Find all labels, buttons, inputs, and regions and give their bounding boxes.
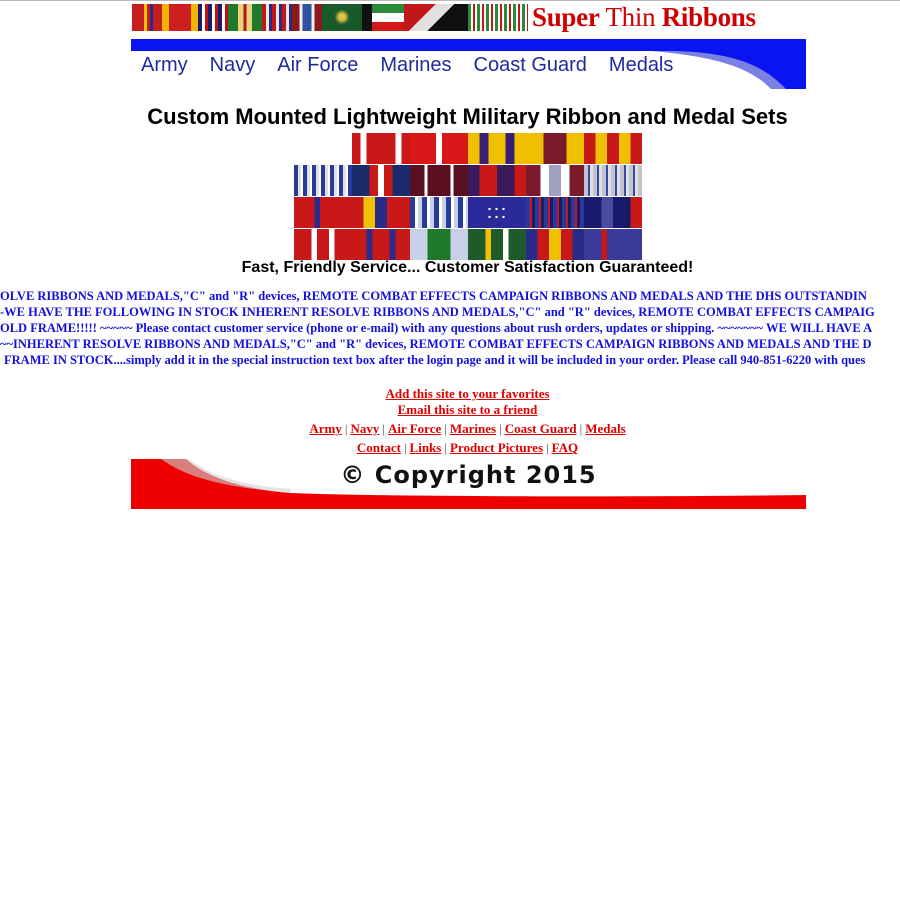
marquee-line: -WE HAVE THE FOLLOWING IN STOCK INHERENT RESOLVE RIBBONS AND MEDALS,"C" and "R" devices, REMOTE COMBAT EFFECTS CAMPAIG <box>0 305 875 319</box>
copyright-text: © Copyright 2015 <box>340 461 597 489</box>
footer-link-links[interactable]: Links <box>409 440 442 455</box>
footer-band <box>131 459 806 509</box>
brand-super: Super <box>532 2 600 32</box>
footer-link-marines[interactable]: Marines <box>449 421 497 436</box>
ribbon-rack-image <box>294 133 643 259</box>
header-ribbon-banner <box>132 4 528 31</box>
footer-link-contact[interactable]: Contact <box>356 440 401 455</box>
footer-link-navy[interactable]: Navy <box>350 421 380 436</box>
nav-army[interactable]: Army <box>141 54 188 76</box>
marquee-line: FRAME IN STOCK....simply add it in the special instruction text box after the login page and it will be included in your order. Please call 940-851-6220 with ques <box>4 353 866 367</box>
marquee-line: OLVE RIBBONS AND MEDALS,"C" and "R" devices, REMOTE COMBAT EFFECTS CAMPAIGN RIBBONS AND MEDALS AND THE DHS OUTSTANDIN <box>0 289 867 303</box>
email-friend-link[interactable]: Email this site to a friend <box>397 402 538 417</box>
footer-link-army[interactable]: Army <box>309 421 342 436</box>
favorites-row <box>0 386 900 402</box>
brand-ribbons: Ribbons <box>661 2 756 32</box>
footer-branch-links: Army | Navy | Air Force | Marines | Coast Guard | Medals <box>309 421 626 436</box>
marquee-line: ~~INHERENT RESOLVE RIBBONS AND MEDALS,"C" and "R" devices, REMOTE COMBAT EFFECTS CAMPAIGN RIBBONS AND MEDALS AND THE D <box>0 337 872 351</box>
footer-link-product-pictures[interactable]: Product Pictures <box>449 440 543 455</box>
nav-links <box>141 54 695 77</box>
brand-thin: Thin <box>605 2 656 32</box>
footer-info-links: Contact | Links | Product Pictures | FAQ <box>356 440 579 455</box>
nav-air-force[interactable]: Air Force <box>277 54 359 76</box>
brand-logo-text <box>532 2 756 33</box>
add-to-favorites-link[interactable]: Add this site to your favorites <box>385 386 550 401</box>
tagline: Fast, Friendly Service... Customer Satisfaction Guaranteed! <box>241 259 694 276</box>
nav-coast-guard[interactable]: Coast Guard <box>473 54 587 76</box>
marquee-line: OLD FRAME!!!!! ~~~~~ Please contact customer service (phone or e-mail) with any questions about rush orders, updates or shipping. ~~~~~~~ WE WILL HAVE A <box>0 321 873 335</box>
main-nav-bar <box>131 39 806 89</box>
footer-link-medals[interactable]: Medals <box>585 421 626 436</box>
footer-link-air-force[interactable]: Air Force <box>387 421 442 436</box>
page-title: Custom Mounted Lightweight Military Ribbon and Medal Sets <box>147 104 788 129</box>
email-friend-row <box>0 402 900 418</box>
nav-marines[interactable]: Marines <box>380 54 452 76</box>
footer-link-faq[interactable]: FAQ <box>551 440 579 455</box>
footer-link-coast-guard[interactable]: Coast Guard <box>504 421 577 436</box>
nav-medals[interactable]: Medals <box>608 54 674 76</box>
nav-navy[interactable]: Navy <box>209 54 256 76</box>
